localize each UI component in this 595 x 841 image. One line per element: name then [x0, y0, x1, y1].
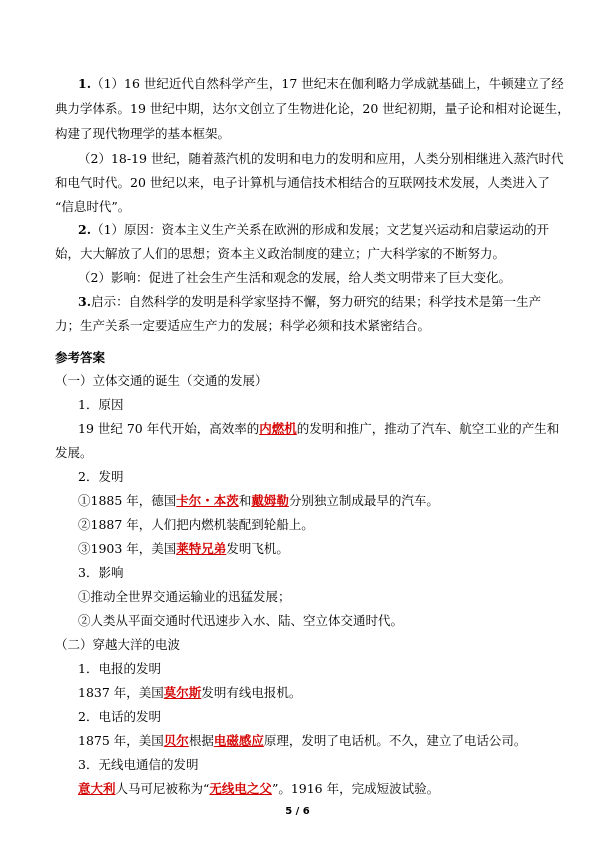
subsection-cause: 1．原因 — [78, 397, 124, 412]
answers-heading: 参考答案 — [55, 350, 106, 365]
item-number-1: 1. — [78, 76, 92, 91]
highlight-wright-brothers: 莱特兄弟 — [176, 541, 227, 556]
para-2-line-1: （2）18-19 世纪，随着蒸汽机的发明和电力的发明和应用，人类分别相继进入蒸汽时代 — [78, 151, 564, 166]
highlight-father-of-radio: 无线电之父 — [209, 781, 272, 796]
para-2-line-2: 和电气时代。20 世纪以来，电子计算机与通信技术相结合的互联网技术发展，人类进入了 — [55, 175, 550, 190]
page-number: 5 / 6 — [285, 806, 310, 817]
subsection-impact: 3．影响 — [78, 565, 124, 580]
subsection-invention: 2．发明 — [78, 469, 124, 484]
para-5-line-2: 力；生产关系一定要适应生产力的发展；科学必须和技术紧密结合。 — [55, 318, 431, 333]
invention-item-3: ③1903 年，美国莱特兄弟发明飞机。 — [78, 541, 289, 556]
invention-item-1: ①1885 年，德国卡尔・本茨和戴姆勒分别独立制成最早的汽车。 — [78, 493, 439, 508]
section-1-title: （一）立体交通的诞生（交通的发展） — [55, 373, 268, 388]
item-number-2: 2. — [78, 222, 92, 237]
highlight-bell: 贝尔 — [163, 733, 189, 748]
item-number-3: 3. — [78, 294, 92, 309]
para-3-line-2: 始，大大解放了人们的思想；资本主义政治制度的建立；广大科学家的不断努力。 — [55, 246, 506, 261]
highlight-italy: 意大利 — [78, 781, 116, 796]
para-3-line-1: 2.（1）原因：资本主义生产关系在欧洲的形成和发展；文艺复兴运动和启蒙运动的开 — [78, 222, 550, 237]
impact-item-1: ①推动全世界交通运输业的迅猛发展； — [78, 589, 291, 604]
para-1-line-3: 构建了现代物理学的基本框架。 — [55, 126, 231, 141]
para-2-line-3: “信息时代”。 — [55, 199, 131, 214]
invention-item-2: ②1887 年，人们把内燃机装配到轮船上。 — [78, 517, 314, 532]
para-4-line-1: （2）影响：促进了社会生产生活和观念的发展，给人类文明带来了巨大变化。 — [78, 270, 511, 285]
highlight-internal-combustion-engine: 内燃机 — [259, 421, 297, 436]
highlight-morse: 莫尔斯 — [163, 685, 202, 700]
para-1-line-1: 1.（1）16 世纪近代自然科学产生，17 世纪末在伽利略力学成就基础上，牛顿建立了经 — [78, 76, 564, 91]
highlight-daimler: 戴姆勒 — [251, 493, 289, 508]
highlight-electromagnetic-induction: 电磁感应 — [213, 733, 264, 748]
subsection-radio: 3．无线电通信的发明 — [78, 757, 199, 772]
impact-item-2: ②人类从平面交通时代迅速步入水、陆、空立体交通时代。 — [78, 613, 404, 628]
subsection-telegraph: 1．电报的发明 — [78, 661, 161, 676]
section-2-title: （二）穿越大洋的电波 — [55, 637, 181, 652]
cause-line-1: 19 世纪 70 年代开始，高效率的内燃机的发明和推广，推动了汽车、航空工业的产生和 — [78, 421, 560, 436]
telegraph-line: 1837 年，美国莫尔斯发明有线电报机。 — [78, 685, 302, 700]
highlight-karl-benz: 卡尔・本茨 — [176, 493, 239, 508]
subsection-telephone: 2．电话的发明 — [78, 709, 161, 724]
radio-line: 意大利人马可尼被称为“无线电之父”。1916 年，完成短波试验。 — [78, 781, 440, 796]
cause-line-2: 发展。 — [55, 445, 93, 460]
telephone-line: 1875 年，美国贝尔根据电磁感应原理，发明了电话机。不久，建立了电话公司。 — [78, 733, 527, 748]
para-1-line-2: 典力学体系。19 世纪中期，达尔文创立了生物进化论，20 世纪初期，量子论和相对论诞生， — [55, 101, 570, 116]
para-5-line-1: 3.启示：自然科学的发明是科学家坚持不懈，努力研究的结果；科学技术是第一生产 — [78, 294, 542, 309]
